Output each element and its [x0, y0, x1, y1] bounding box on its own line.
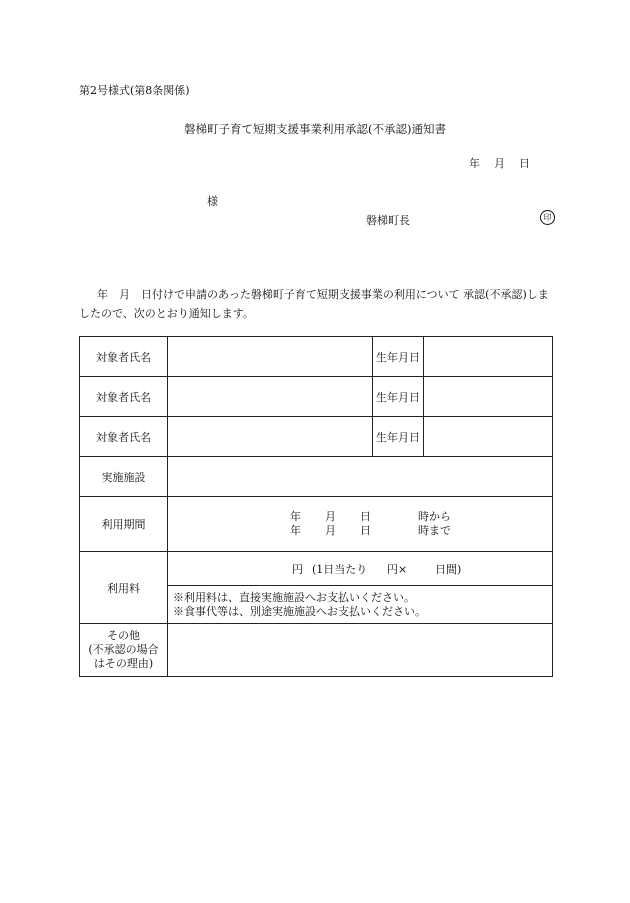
- table-row: [80, 417, 553, 457]
- notice-body-text: 年 月 日付けで申請のあった磐梯町子育て短期支援事業の利用について 承認(不承認)しましたので、次のとおり通知します。: [79, 288, 549, 320]
- birthdate-cell: [424, 417, 553, 457]
- target-person-name-cell: [168, 337, 373, 377]
- table-row: [80, 624, 553, 677]
- birthdate-label: 生年月日: [373, 417, 424, 457]
- period-day: 日: [360, 524, 371, 537]
- birthdate-label: 生年月日: [373, 377, 424, 417]
- other-label-line-1: その他: [107, 629, 140, 642]
- issue-date: [469, 155, 530, 171]
- date-month: 月: [494, 157, 505, 170]
- period-day: 日: [360, 510, 371, 523]
- fee-yen: 円: [292, 562, 303, 576]
- seal-icon: 印: [540, 210, 555, 225]
- facility-label: 実施施設: [80, 457, 168, 497]
- fee-note-2: ※食事代等は、別途実施施設へお支払いください。: [173, 604, 426, 618]
- other-label-line-3: はその理由): [93, 657, 154, 670]
- other-label-line-2: (不承認の場合: [88, 643, 159, 656]
- period-month: 月: [325, 524, 336, 537]
- fee-times: 円×: [387, 562, 408, 576]
- birthdate-label: 生年月日: [373, 337, 424, 377]
- birthdate-cell: [424, 337, 553, 377]
- table-row: [80, 457, 553, 497]
- target-person-label: 対象者氏名: [80, 417, 168, 457]
- notice-table: [79, 336, 553, 677]
- period-label: 利用期間: [80, 497, 168, 552]
- period-year: 年: [290, 524, 301, 537]
- period-year: 年: [290, 510, 301, 523]
- fee-label: 利用料: [80, 552, 168, 624]
- table-row: [80, 552, 553, 586]
- birthdate-cell: [424, 377, 553, 417]
- date-day: 日: [519, 157, 530, 170]
- mayor-title: 磐梯町長: [366, 214, 410, 227]
- addressee-honorific: 様: [207, 195, 218, 208]
- fee-amount-cell: [168, 552, 553, 586]
- fee-days: 日間): [435, 562, 462, 576]
- document-title: 磐梯町子育て短期支援事業利用承認(不承認)通知書: [184, 122, 446, 136]
- fee-note-1: ※利用料は、直接実施施設へお支払いください。: [173, 590, 415, 604]
- period-from: 時から: [418, 510, 451, 523]
- other-cell: [168, 624, 553, 677]
- other-label: [80, 624, 168, 677]
- facility-cell: [168, 457, 553, 497]
- period-cell: [168, 497, 553, 552]
- table-row: [80, 377, 553, 417]
- form-number: 第2号様式(第8条関係): [79, 84, 190, 97]
- fee-notes-cell: [168, 586, 553, 624]
- table-row: [80, 497, 553, 552]
- target-person-name-cell: [168, 377, 373, 417]
- date-year: 年: [469, 157, 480, 170]
- fee-per-day: (1日当たり: [312, 562, 368, 576]
- period-from-line: [290, 510, 552, 524]
- period-to-line: [290, 524, 552, 538]
- target-person-label: 対象者氏名: [80, 337, 168, 377]
- period-to: 時まで: [418, 524, 451, 537]
- period-month: 月: [325, 510, 336, 523]
- target-person-label: 対象者氏名: [80, 377, 168, 417]
- target-person-name-cell: [168, 417, 373, 457]
- table-row: [80, 337, 553, 377]
